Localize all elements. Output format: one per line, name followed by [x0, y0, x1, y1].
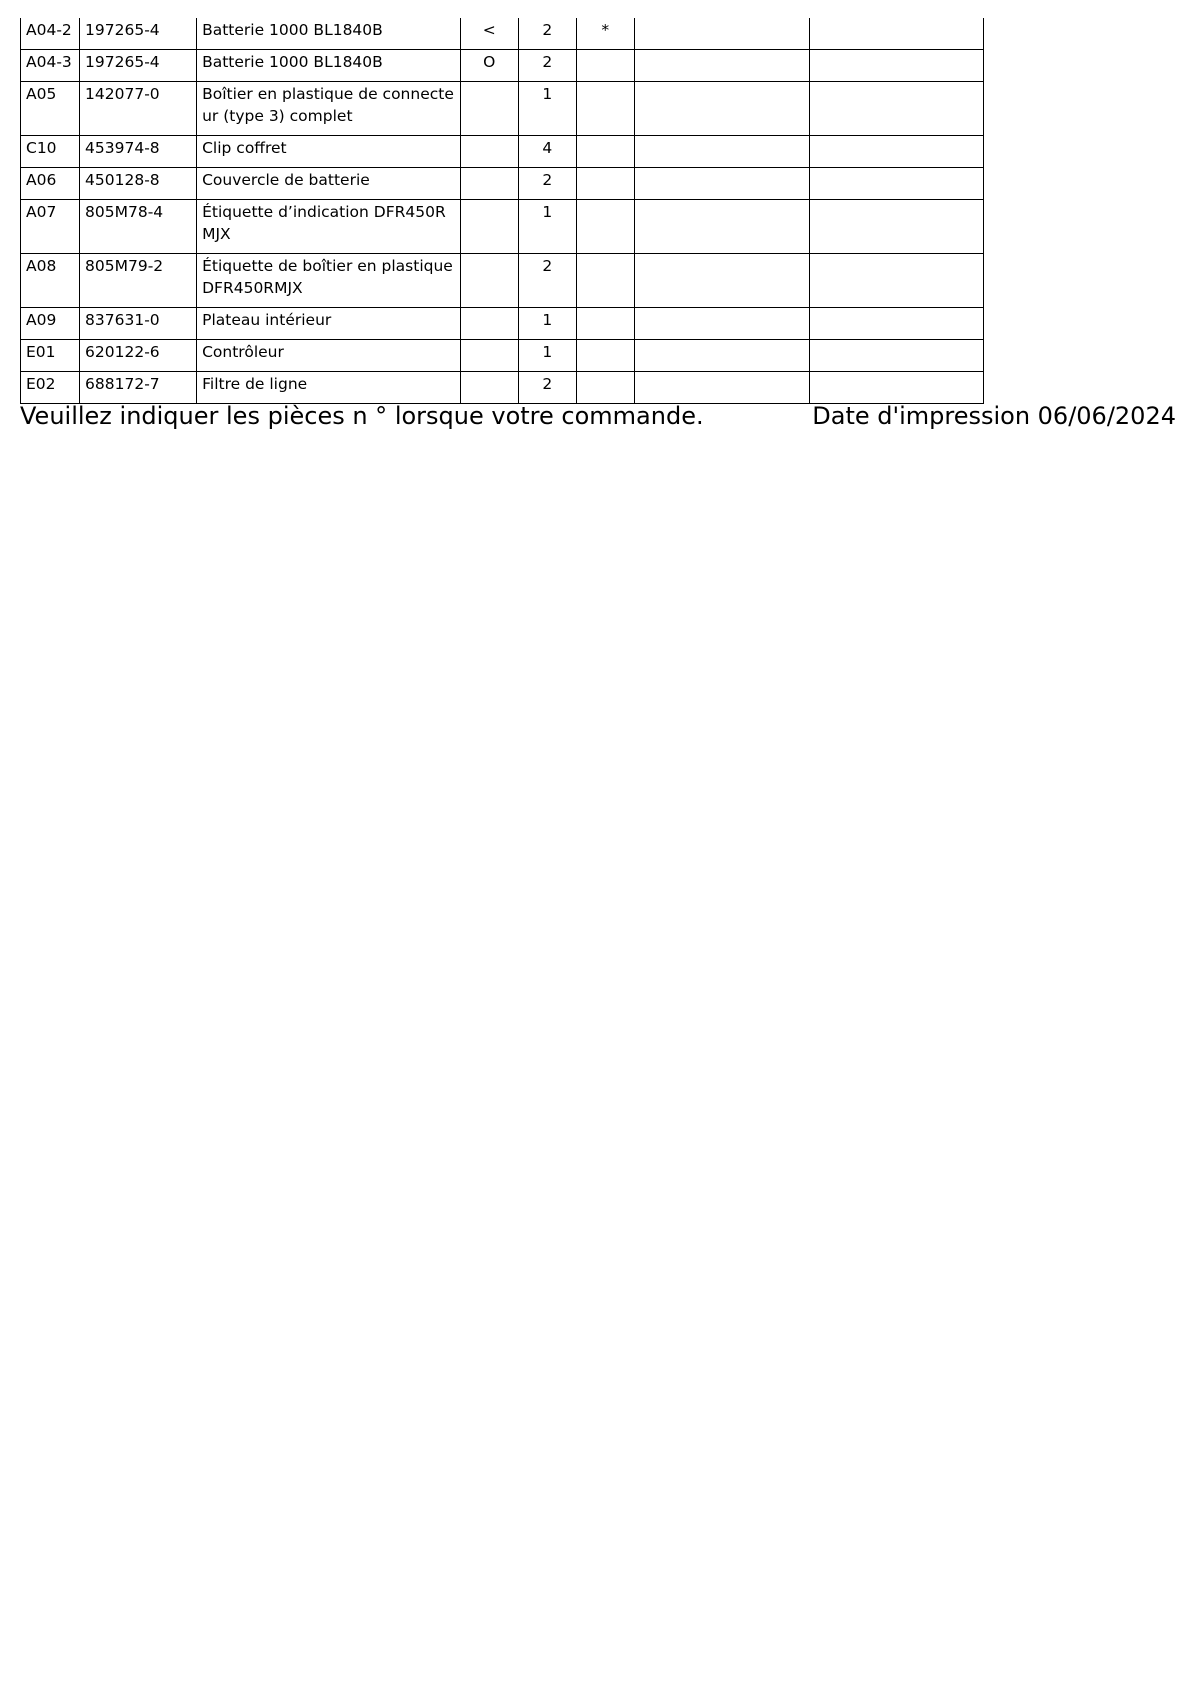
mark-cell [460, 254, 518, 308]
part-reference-cell: 837631-0 [80, 308, 197, 340]
mark-cell [460, 308, 518, 340]
table-row [21, 254, 984, 308]
mark-cell [460, 82, 518, 136]
table-row [21, 168, 984, 200]
flag-cell [576, 372, 634, 404]
blank-cell [809, 254, 983, 308]
blank-cell [809, 18, 983, 50]
table-row [21, 82, 984, 136]
item-number-cell: E01 [21, 340, 80, 372]
part-reference-cell: 142077-0 [80, 82, 197, 136]
part-reference-cell: 450128-8 [80, 168, 197, 200]
flag-cell [576, 136, 634, 168]
description-cell: Clip coffret [197, 136, 461, 168]
parts-table-body [21, 18, 984, 404]
description-cell: Étiquette de boîtier en plastique DFR450RMJX [197, 254, 461, 308]
description-cell: Batterie 1000 BL1840B [197, 50, 461, 82]
flag-cell [576, 50, 634, 82]
order-instruction-note: Veuillez indiquer les pièces n ° lorsque votre commande. [20, 402, 704, 430]
part-reference-cell: 805M79-2 [80, 254, 197, 308]
part-reference-cell: 197265-4 [80, 18, 197, 50]
mark-cell [460, 372, 518, 404]
table-row [21, 308, 984, 340]
quantity-cell: 2 [518, 50, 576, 82]
blank-cell [809, 136, 983, 168]
blank-cell [809, 200, 983, 254]
description-cell: Filtre de ligne [197, 372, 461, 404]
description-cell: Contrôleur [197, 340, 461, 372]
mark-cell [460, 200, 518, 254]
quantity-cell: 1 [518, 200, 576, 254]
part-reference-cell: 453974-8 [80, 136, 197, 168]
table-row [21, 200, 984, 254]
table-row [21, 136, 984, 168]
blank-cell [634, 254, 809, 308]
description-cell: Plateau intérieur [197, 308, 461, 340]
blank-cell [634, 50, 809, 82]
item-number-cell: A09 [21, 308, 80, 340]
table-row [21, 50, 984, 82]
item-number-cell: A08 [21, 254, 80, 308]
blank-cell [634, 18, 809, 50]
blank-cell [634, 372, 809, 404]
table-row [21, 18, 984, 50]
part-reference-cell: 197265-4 [80, 50, 197, 82]
mark-cell [460, 168, 518, 200]
blank-cell [634, 82, 809, 136]
quantity-cell: 2 [518, 372, 576, 404]
part-reference-cell: 805M78-4 [80, 200, 197, 254]
table-row [21, 340, 984, 372]
quantity-cell: 4 [518, 136, 576, 168]
item-number-cell: E02 [21, 372, 80, 404]
item-number-cell: A07 [21, 200, 80, 254]
mark-cell: O [460, 50, 518, 82]
item-number-cell: A06 [21, 168, 80, 200]
item-number-cell: A05 [21, 82, 80, 136]
flag-cell [576, 200, 634, 254]
blank-cell [634, 168, 809, 200]
flag-cell [576, 308, 634, 340]
blank-cell [809, 168, 983, 200]
blank-cell [634, 308, 809, 340]
flag-cell: * [576, 18, 634, 50]
blank-cell [634, 340, 809, 372]
flag-cell [576, 340, 634, 372]
blank-cell [809, 82, 983, 136]
blank-cell [809, 308, 983, 340]
flag-cell [576, 82, 634, 136]
blank-cell [809, 340, 983, 372]
table-row [21, 372, 984, 404]
quantity-cell: 2 [518, 168, 576, 200]
flag-cell [576, 254, 634, 308]
description-cell: Étiquette d’indication DFR450RMJX [197, 200, 461, 254]
blank-cell [634, 136, 809, 168]
blank-cell [634, 200, 809, 254]
quantity-cell: 2 [518, 254, 576, 308]
item-number-cell: C10 [21, 136, 80, 168]
quantity-cell: 1 [518, 308, 576, 340]
description-cell: Batterie 1000 BL1840B [197, 18, 461, 50]
flag-cell [576, 168, 634, 200]
blank-cell [809, 372, 983, 404]
quantity-cell: 1 [518, 82, 576, 136]
item-number-cell: A04-3 [21, 50, 80, 82]
mark-cell: < [460, 18, 518, 50]
quantity-cell: 1 [518, 340, 576, 372]
description-cell: Couvercle de batterie [197, 168, 461, 200]
quantity-cell: 2 [518, 18, 576, 50]
description-cell: Boîtier en plastique de connecteur (type 3) complet [197, 82, 461, 136]
part-reference-cell: 688172-7 [80, 372, 197, 404]
print-date: Date d'impression 06/06/2024 [812, 402, 1176, 430]
mark-cell [460, 340, 518, 372]
mark-cell [460, 136, 518, 168]
item-number-cell: A04-2 [21, 18, 80, 50]
blank-cell [809, 50, 983, 82]
part-reference-cell: 620122-6 [80, 340, 197, 372]
parts-table [20, 18, 984, 404]
